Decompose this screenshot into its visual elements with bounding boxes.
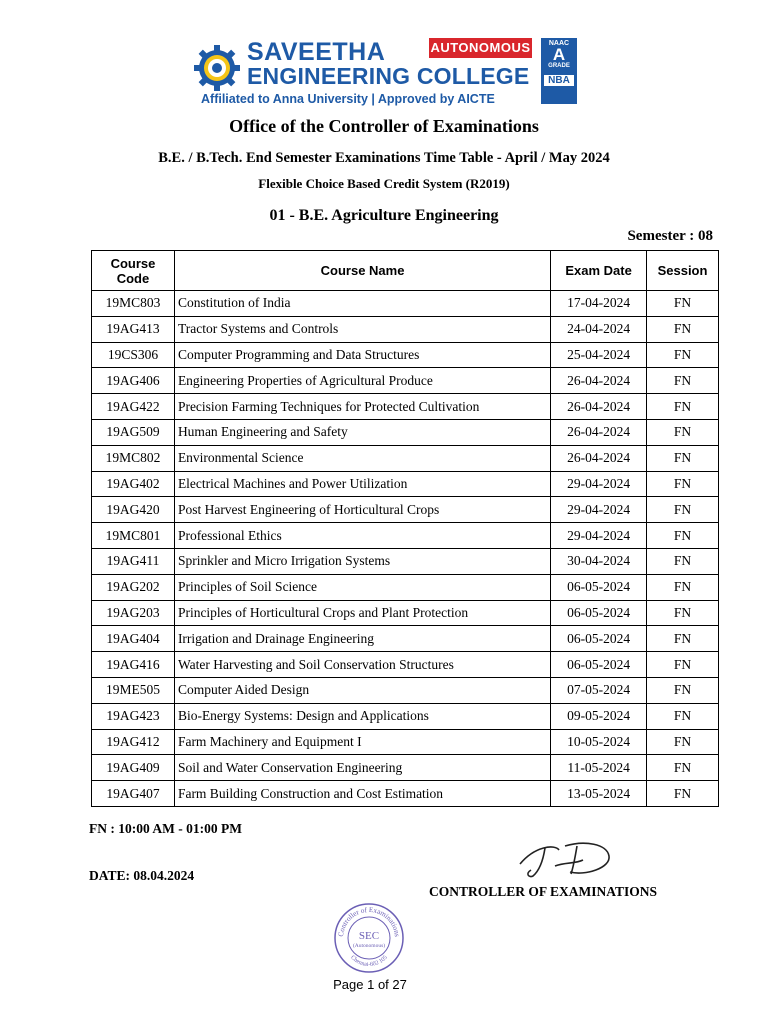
session-cell: FN: [647, 419, 719, 445]
naac-grade-word: GRADE: [548, 63, 570, 69]
table-row: [92, 677, 719, 703]
course-name-cell: Farm Building Construction and Cost Estimation: [174, 781, 550, 807]
svg-text:Chennai-602 105: [349, 955, 389, 968]
course-code-cell: 19AG406: [92, 368, 175, 394]
course-name-cell: Computer Programming and Data Structures: [174, 342, 550, 368]
session-cell: FN: [647, 781, 719, 807]
exam-date-cell: 29-04-2024: [551, 497, 647, 523]
exam-date-cell: 26-04-2024: [551, 394, 647, 420]
exam-date-cell: 09-05-2024: [551, 703, 647, 729]
session-cell: FN: [647, 703, 719, 729]
course-code-cell: 19AG413: [92, 316, 175, 342]
controller-title: CONTROLLER OF EXAMINATIONS: [429, 884, 658, 899]
exam-date-cell: 26-04-2024: [551, 368, 647, 394]
exam-date-cell: 07-05-2024: [551, 677, 647, 703]
session-cell: FN: [647, 445, 719, 471]
table-row: [92, 291, 719, 317]
session-cell: FN: [647, 291, 719, 317]
course-code-cell: 19AG409: [92, 755, 175, 781]
course-code-cell: 19AG416: [92, 652, 175, 678]
exam-title: B.E. / B.Tech. End Semester Examinations Time Table - April / May 2024: [158, 150, 610, 166]
nba-label: NBA: [544, 75, 574, 86]
header-session: Session: [647, 251, 719, 291]
course-name-cell: Environmental Science: [174, 445, 550, 471]
naac-grade: A: [552, 45, 566, 64]
exam-date-cell: 10-05-2024: [551, 729, 647, 755]
exam-date-cell: 06-05-2024: [551, 626, 647, 652]
session-cell: FN: [647, 755, 719, 781]
course-name-cell: Tractor Systems and Controls: [174, 316, 550, 342]
course-name-cell: Professional Ethics: [174, 523, 550, 549]
seal-sub-text: (Autonomous): [352, 943, 386, 949]
header-exam-date: Exam Date: [551, 251, 647, 291]
course-code-cell: 19AG423: [92, 703, 175, 729]
table-header-row: [92, 251, 719, 291]
official-seal: [333, 902, 405, 974]
table-row: [92, 729, 719, 755]
controller-signature: [515, 836, 615, 884]
college-logo: [193, 38, 579, 106]
office-title: Office of the Controller of Examinations: [229, 116, 539, 136]
table-row: [92, 703, 719, 729]
table-row: [92, 316, 719, 342]
course-name-cell: Bio-Energy Systems: Design and Applications: [174, 703, 550, 729]
course-code-cell: 19AG422: [92, 394, 175, 420]
course-code-cell: 19AG411: [92, 548, 175, 574]
table-row: [92, 548, 719, 574]
exam-date-cell: 17-04-2024: [551, 291, 647, 317]
session-cell: FN: [647, 316, 719, 342]
table-row: [92, 781, 719, 807]
session-cell: FN: [647, 600, 719, 626]
exam-date-cell: 30-04-2024: [551, 548, 647, 574]
session-cell: FN: [647, 677, 719, 703]
department-title: 01 - B.E. Agriculture Engineering: [269, 207, 499, 224]
header-course-code-line1: Course: [110, 255, 156, 271]
table-row: [92, 497, 719, 523]
table-row: [92, 755, 719, 781]
table-row: [92, 471, 719, 497]
course-name-cell: Engineering Properties of Agricultural Produce: [174, 368, 550, 394]
session-cell: FN: [647, 523, 719, 549]
course-name-cell: Water Harvesting and Soil Conservation Structures: [174, 652, 550, 678]
course-name-cell: Farm Machinery and Equipment I: [174, 729, 550, 755]
course-name-cell: Principles of Horticultural Crops and Plant Protection: [174, 600, 550, 626]
college-name-line1: SAVEETHA: [247, 38, 386, 66]
course-code-cell: 19AG203: [92, 600, 175, 626]
page-number: Page 1 of 27: [333, 977, 407, 992]
exam-date-cell: 11-05-2024: [551, 755, 647, 781]
college-emblem-icon: [193, 44, 241, 92]
header-course-code: [92, 251, 175, 291]
session-cell: FN: [647, 652, 719, 678]
course-code-cell: 19ME505: [92, 677, 175, 703]
autonomous-badge: AUTONOMOUS: [429, 38, 532, 58]
exam-timetable: [91, 250, 719, 807]
table-body: [92, 291, 719, 807]
accreditation-badge: [541, 38, 577, 104]
exam-date-cell: 06-05-2024: [551, 600, 647, 626]
session-cell: FN: [647, 497, 719, 523]
seal-top-text: Controller of Examinations: [336, 905, 401, 938]
table-row: [92, 342, 719, 368]
course-code-cell: 19MC802: [92, 445, 175, 471]
course-code-cell: 19AG412: [92, 729, 175, 755]
fn-session-timing: FN : 10:00 AM - 01:00 PM: [89, 821, 242, 836]
exam-date-cell: 26-04-2024: [551, 419, 647, 445]
session-cell: FN: [647, 626, 719, 652]
exam-date-cell: 06-05-2024: [551, 652, 647, 678]
naac-label: NAAC: [548, 40, 570, 47]
exam-date-cell: 24-04-2024: [551, 316, 647, 342]
exam-date-cell: 25-04-2024: [551, 342, 647, 368]
header-course-name: Course Name: [174, 251, 550, 291]
course-code-cell: 19AG420: [92, 497, 175, 523]
course-name-cell: Principles of Soil Science: [174, 574, 550, 600]
semester-label: Semester : 08: [627, 228, 713, 244]
session-cell: FN: [647, 368, 719, 394]
table-row: [92, 445, 719, 471]
course-name-cell: Computer Aided Design: [174, 677, 550, 703]
exam-date-cell: 06-05-2024: [551, 574, 647, 600]
course-code-cell: 19AG402: [92, 471, 175, 497]
course-code-cell: 19CS306: [92, 342, 175, 368]
session-cell: FN: [647, 471, 719, 497]
course-code-cell: 19AG404: [92, 626, 175, 652]
seal-bottom-text: Chennai-602 105: [349, 954, 389, 969]
seal-center-text: SEC: [358, 930, 380, 942]
course-name-cell: Human Engineering and Safety: [174, 419, 550, 445]
exam-date-cell: 29-04-2024: [551, 523, 647, 549]
system-title: Flexible Choice Based Credit System (R2019): [258, 176, 510, 191]
session-cell: FN: [647, 394, 719, 420]
exam-date-cell: 26-04-2024: [551, 445, 647, 471]
course-name-cell: Electrical Machines and Power Utilization: [174, 471, 550, 497]
session-cell: FN: [647, 574, 719, 600]
session-cell: FN: [647, 729, 719, 755]
table-row: [92, 600, 719, 626]
course-name-cell: Precision Farming Techniques for Protected Cultivation: [174, 394, 550, 420]
exam-date-cell: 13-05-2024: [551, 781, 647, 807]
issue-date: DATE: 08.04.2024: [89, 868, 195, 883]
affiliation-text: Affiliated to Anna University | Approved by AICTE: [201, 92, 495, 106]
session-cell: FN: [647, 548, 719, 574]
course-name-cell: Constitution of India: [174, 291, 550, 317]
college-name-line2: ENGINEERING COLLEGE: [247, 63, 530, 89]
exam-date-cell: 29-04-2024: [551, 471, 647, 497]
course-name-cell: Post Harvest Engineering of Horticultural Crops: [174, 497, 550, 523]
course-name-cell: Sprinkler and Micro Irrigation Systems: [174, 548, 550, 574]
course-code-cell: 19MC801: [92, 523, 175, 549]
course-name-cell: Irrigation and Drainage Engineering: [174, 626, 550, 652]
header-course-code-line2: Code: [116, 270, 150, 286]
table-row: [92, 368, 719, 394]
course-name-cell: Soil and Water Conservation Engineering: [174, 755, 550, 781]
course-code-cell: 19MC803: [92, 291, 175, 317]
table-row: [92, 574, 719, 600]
table-row: [92, 652, 719, 678]
table-row: [92, 394, 719, 420]
session-cell: FN: [647, 342, 719, 368]
table-row: [92, 523, 719, 549]
table-row: [92, 419, 719, 445]
course-code-cell: 19AG407: [92, 781, 175, 807]
course-code-cell: 19AG509: [92, 419, 175, 445]
course-code-cell: 19AG202: [92, 574, 175, 600]
table-row: [92, 626, 719, 652]
